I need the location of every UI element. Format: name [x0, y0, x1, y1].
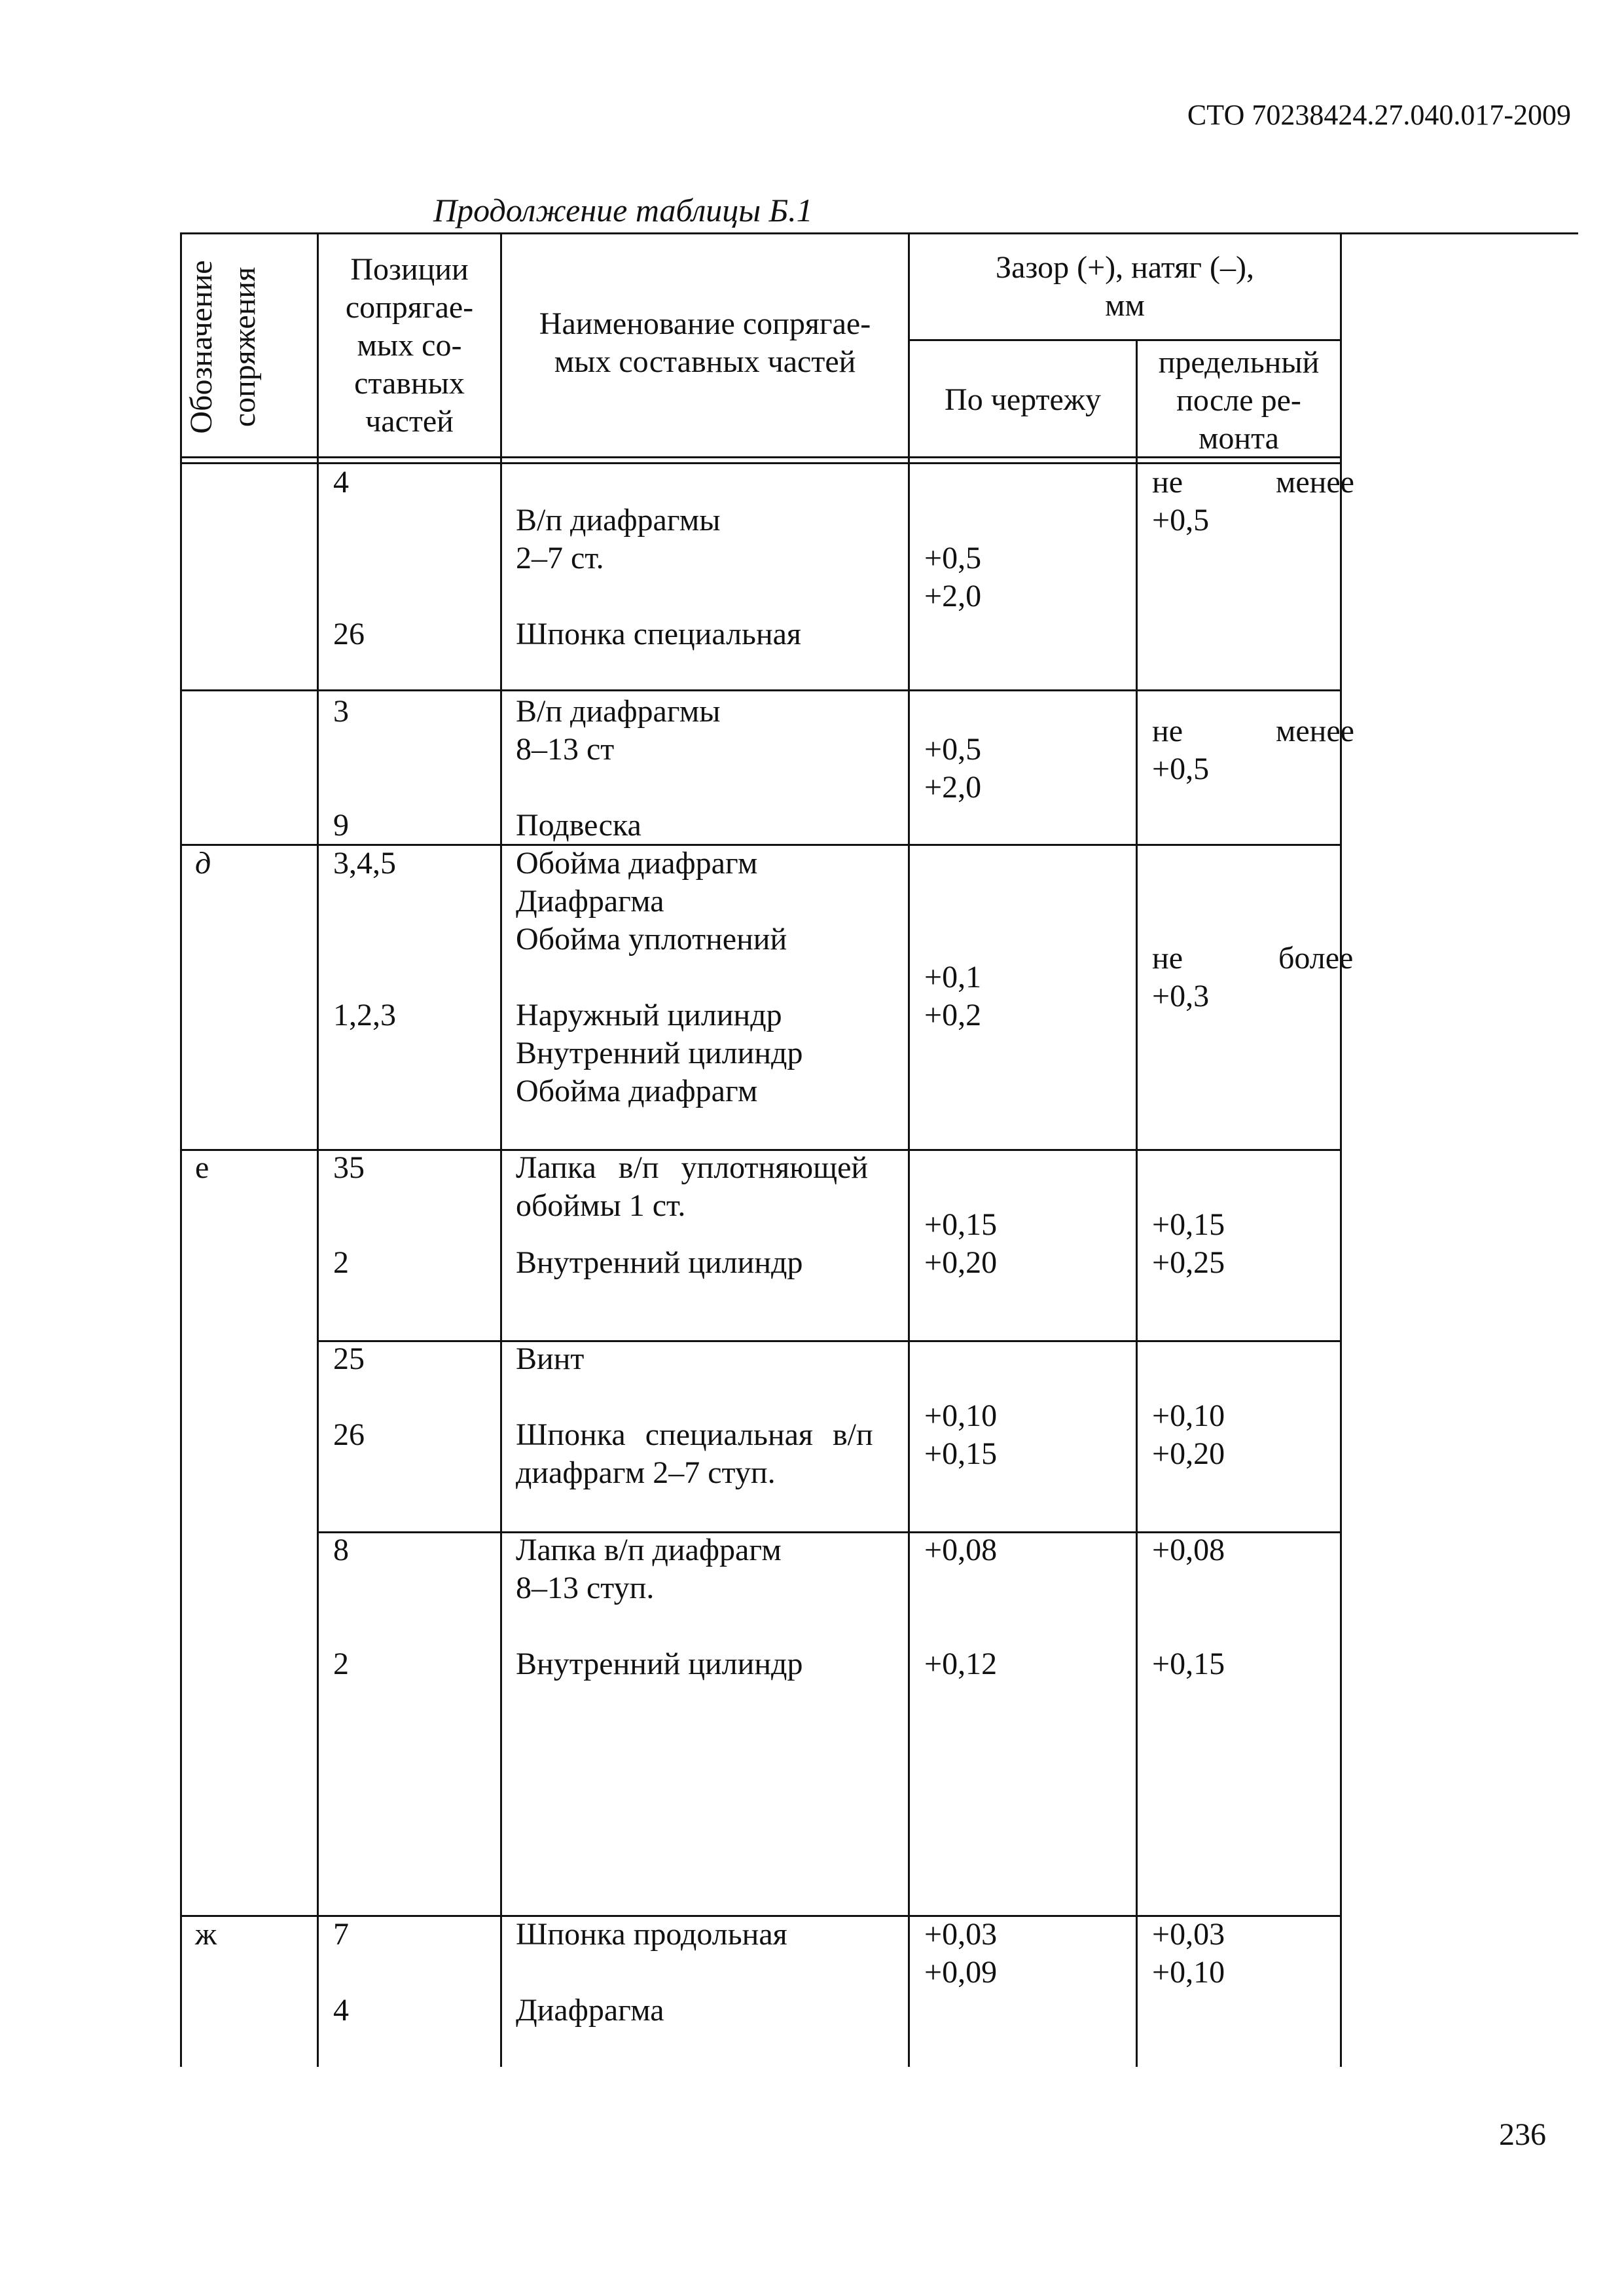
- position-cell: 26: [333, 1417, 365, 1452]
- limit-value-cell: +0,15 +0,25: [1152, 1207, 1225, 1280]
- limit-qualifier: не менее: [1152, 465, 1354, 500]
- position-cell: 8: [333, 1533, 349, 1567]
- limit-value-cell: +0,08: [1152, 1533, 1225, 1567]
- position-cell: 2: [333, 1647, 349, 1681]
- position-cell: 7: [333, 1917, 349, 1952]
- page-number: 236: [1499, 2117, 1546, 2152]
- row-rule: [317, 1340, 1342, 1342]
- row-rule: [180, 689, 1342, 691]
- column-rule: [908, 232, 910, 2067]
- drawing-value-cell: +0,5 +2,0: [924, 732, 982, 805]
- table-top-rule: [180, 232, 1578, 234]
- name-cell: Винт: [516, 1341, 585, 1376]
- name-cell: Диафрагма: [516, 1993, 664, 2028]
- header-limit-column: предельный после ре- монта: [1158, 345, 1320, 456]
- column-rule: [317, 232, 319, 2067]
- name-cell: Обойма диафрагм Диафрагма Обойма уплотнений: [516, 846, 787, 957]
- mark-cell: ж: [195, 1917, 217, 1952]
- drawing-value-cell: +0,08: [924, 1533, 998, 1567]
- drawing-value-cell: +0,5 +2,0: [924, 541, 982, 613]
- name-cell: Наружный цилиндр Внутренний цилиндр Обойма диафрагм: [516, 998, 803, 1108]
- name-cell: В/п диафрагмы 2–7 ст.: [516, 503, 721, 575]
- position-cell: 4: [333, 1993, 349, 2028]
- limit-value-cell: не менее +0,5: [1152, 714, 1354, 786]
- limit-value-cell: +0,10 +0,20: [1152, 1398, 1225, 1471]
- mark-cell: е: [195, 1150, 209, 1185]
- drawing-value-cell: +0,12: [924, 1647, 998, 1681]
- column-rule: [1136, 339, 1138, 2067]
- limit-value-cell: не менее +0,5: [1152, 465, 1354, 538]
- name-cell: Шпонка продольная: [516, 1917, 787, 1952]
- header-drawing-column: По чертежу: [945, 382, 1101, 417]
- position-cell: 9: [333, 808, 349, 843]
- mark-cell: д: [195, 846, 211, 881]
- drawing-value-cell: +0,10 +0,15: [924, 1398, 998, 1471]
- position-cell: 3,4,5: [333, 846, 396, 881]
- document-code: СТО 70238424.27.040.017-2009: [1187, 99, 1571, 131]
- position-cell: 26: [333, 617, 365, 651]
- position-cell: 35: [333, 1150, 365, 1185]
- column-rule: [180, 232, 182, 2067]
- limit-qualifier: не менее: [1152, 714, 1354, 748]
- table-caption: Продолжение таблицы Б.1: [433, 192, 813, 228]
- gap-subheader-rule: [908, 339, 1342, 341]
- position-cell: 4: [333, 465, 349, 500]
- limit-qualifier: не более: [1152, 941, 1354, 975]
- column-rule: [500, 232, 502, 2067]
- limit-value-cell: +0,15: [1152, 1647, 1225, 1681]
- name-cell: Шпонка специальная: [516, 617, 802, 651]
- position-cell: 3: [333, 694, 349, 729]
- header-positions-column: Позиции сопрягае- мых со- ставных частей: [345, 252, 474, 439]
- name-cell: Шпонка специальная в/п диафрагм 2–7 ступ.: [516, 1417, 873, 1490]
- header-names-column: Наименование сопрягае- мых составных частей: [539, 306, 871, 379]
- header-gap-group: Зазор (+), натяг (–), мм: [996, 250, 1254, 323]
- name-cell: Лапка в/п уплотняющей обоймы 1 ст.: [516, 1150, 869, 1223]
- position-cell: 25: [333, 1341, 365, 1376]
- name-cell: Внутренний цилиндр: [516, 1647, 803, 1681]
- limit-value-cell: не более +0,3: [1152, 941, 1354, 1013]
- column-rule: [1340, 232, 1342, 2067]
- limit-value-cell: +0,03 +0,10: [1152, 1917, 1225, 1990]
- drawing-value-cell: +0,1 +0,2: [924, 960, 982, 1032]
- name-cell: Лапка в/п диафрагм 8–13 ступ.: [516, 1533, 782, 1605]
- name-cell: В/п диафрагмы 8–13 ст: [516, 694, 721, 767]
- name-cell: Подвеска: [516, 808, 641, 843]
- position-cell: 1,2,3: [333, 998, 396, 1032]
- position-cell: 2: [333, 1245, 349, 1280]
- drawing-value-cell: +0,15 +0,20: [924, 1207, 998, 1280]
- header-mark-column: Обозначение сопряжения: [184, 260, 262, 434]
- drawing-value-cell: +0,03 +0,09: [924, 1917, 998, 1990]
- name-cell: Внутренний цилиндр: [516, 1245, 803, 1280]
